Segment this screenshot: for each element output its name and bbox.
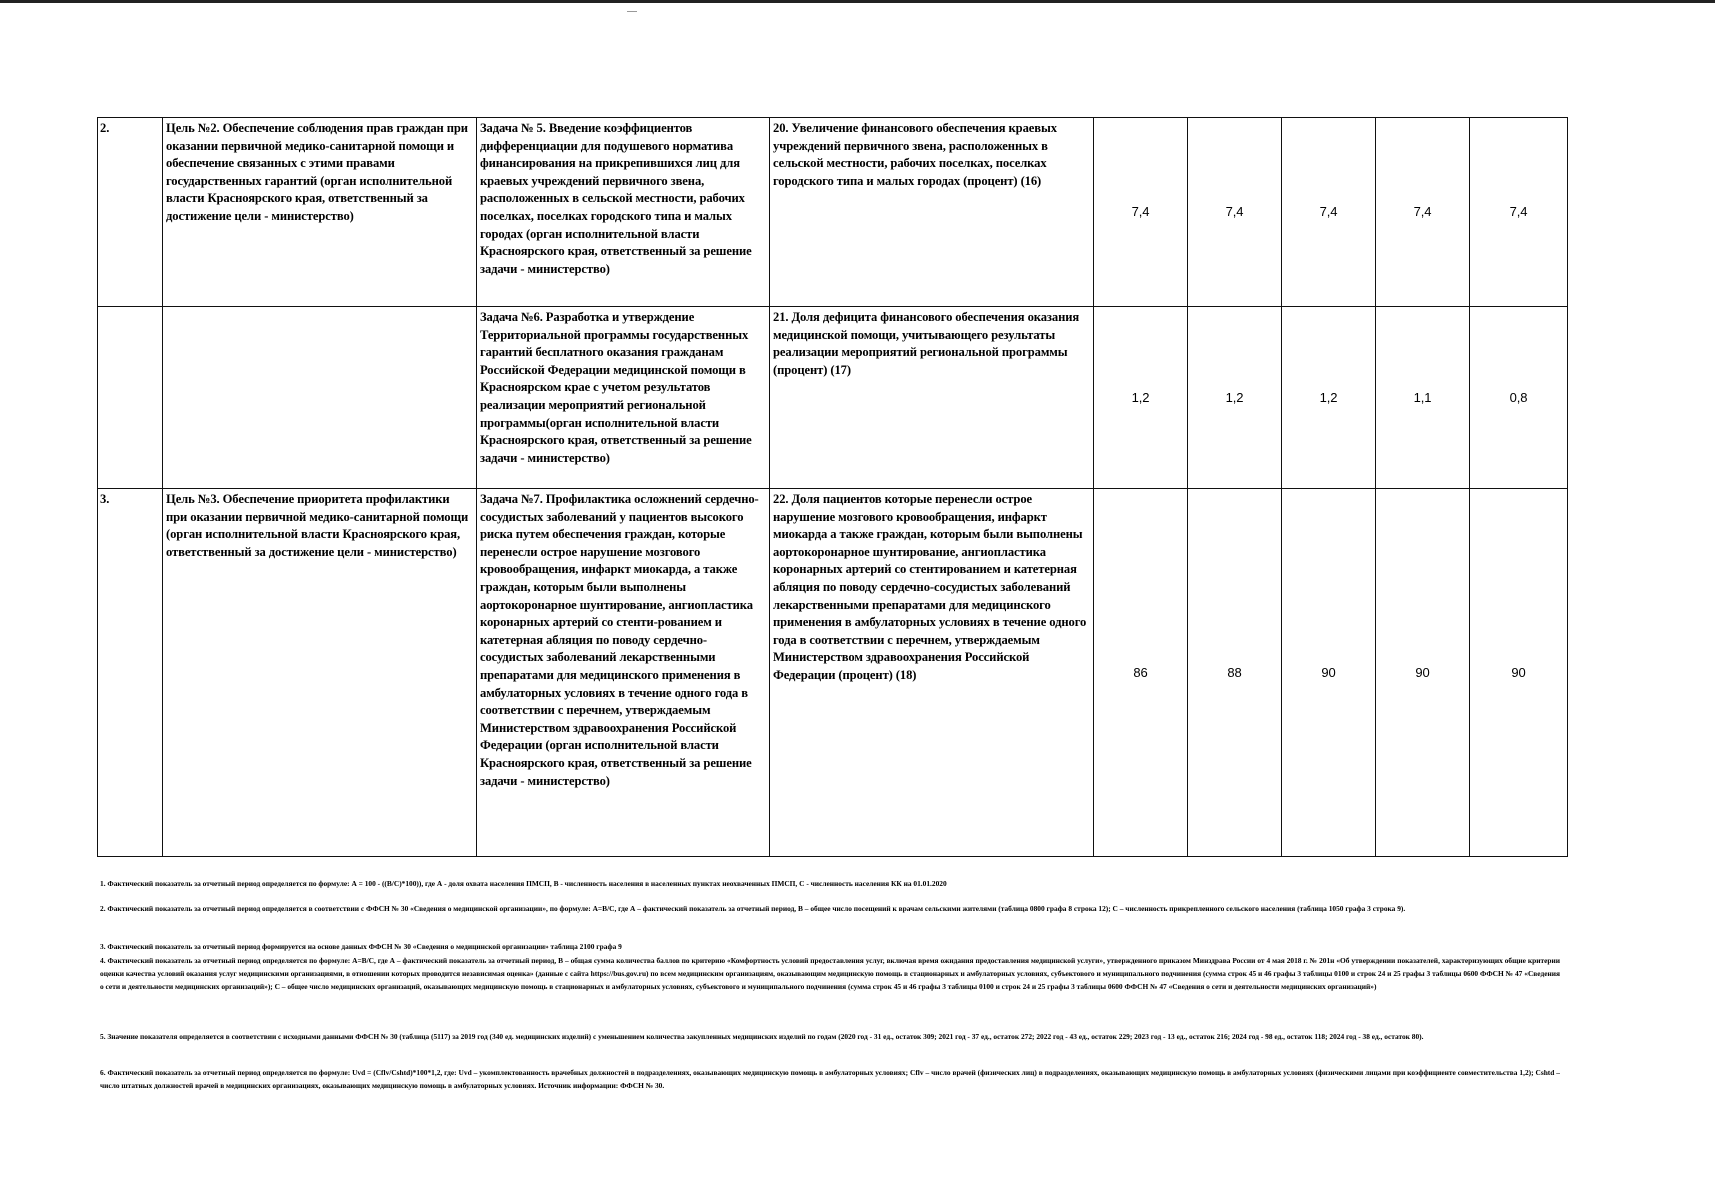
value-cell: 0,8 xyxy=(1470,307,1568,489)
value-cell: 88 xyxy=(1188,489,1282,857)
indicator-cell: 20. Увеличение финансового обеспечения краевых учреждений первичного звена, расположенных в сельской местности, рабочих поселках, поселках городского типа и малых городах (процент) (16) xyxy=(770,118,1094,307)
footnote: 5. Значение показателя определяется в соответствии с исходными данными ФФСН № 30 (таблица (5117) за 2019 год (340 ед. медицинских изделий) с уменьшением количества закупленных медицинских изделий по годам (2020 год - 31 ед., остаток 309; 2021 год - 37 ед., остаток 272; 2022 год - 43 ед., остаток 229; 2023 год - 13 ед., остаток 216; 2024 год - 98 ед., остаток 118; 2024 год - 38 ед., остаток 80). xyxy=(100,1032,1424,1041)
task-cell: Задача № 5. Введение коэффициентов дифференциации для подушевого норматива финансирования на прикрепившихся лиц для краевых учреждений первичного звена, расположенных в сельской местности, рабочих поселках, поселках городского типа и малых городах (орган исполнительной власти Красноярского края, ответственный за решение задачи - министерство) xyxy=(477,118,770,307)
footnote: 3. Фактический показатель за отчетный период формируется на основе данных ФФСН № 30 «Сведения о медицинской организации» таблица 2100 графа 9 xyxy=(100,942,622,951)
value-cell: 7,4 xyxy=(1376,118,1470,307)
goal-cell xyxy=(163,307,477,489)
goal-cell: Цель №3. Обеспечение приоритета профилактики при оказании первичной медико-санитарной помощи (орган исполнительной власти Красноярского края, ответственный за достижение цели - министерство) xyxy=(163,489,477,857)
value-cell: 86 xyxy=(1094,489,1188,857)
value-cell: 7,4 xyxy=(1470,118,1568,307)
row-number xyxy=(98,307,163,489)
indicator-cell: 21. Доля дефицита финансового обеспечения оказания медицинской помощи, учитывающего результаты реализации мероприятий региональной программы (процент) (17) xyxy=(770,307,1094,489)
value-cell: 7,4 xyxy=(1282,118,1376,307)
value-cell: 90 xyxy=(1376,489,1470,857)
footnote: 2. Фактический показатель за отчетный период определяется в соответствии с ФФСН № 30 «Сведения о медицинской организации», по формуле: А=В/С, где А – фактический показатель за отчетный период, В – общее число посещений к врачам сельскими жителями (таблица 0800 графа 8 строка 12); С – численность прикрепленного сельского населения (таблица 1050 графа 3 строка 9). xyxy=(100,904,1406,913)
value-cell: 1,2 xyxy=(1094,307,1188,489)
value-cell: 90 xyxy=(1282,489,1376,857)
value-cell: 90 xyxy=(1470,489,1568,857)
goal-cell: Цель №2. Обеспечение соблюдения прав граждан при оказании первичной медико-санитарной помощи и обеспечение связанных с этими правами государственных гарантий (орган исполнительной власти Красноярского края, ответственный за достижение цели - министерство) xyxy=(163,118,477,307)
table-row xyxy=(98,307,1568,489)
task-cell: Задача №7. Профилактика осложнений сердечно-сосудистых заболеваний у пациентов высокого риска путем обеспечения граждан, которые перенесли острое нарушение мозгового кровообращения, инфаркт миокарда, а также граждан, которым были выполнены аортокоронарное шунтирование, ангиопластика коронарных артерий со стенти-рованием и катетерная абляция по поводу сердечно-сосудистых заболеваний лекарственными препаратами для медицинского применения в амбулаторных условиях в течение одного года в соответствии с перечнем, утверждаемым Министерством здравоохранения Российской Федерации (орган исполнительной власти Красноярского края, ответственный за решение задачи - министерство) xyxy=(477,489,770,857)
goals-table xyxy=(97,117,1568,857)
footnote: 4. Фактический показатель за отчетный период определяется по формуле: А=В/С, где А – фактический показатель за отчетный период, В – общая сумма количества баллов по критерию «Комфортность условий предоставления услуг, включая время ожидания предоставления медицинской услуги», утвержденного приказом Минздрава России от 4 мая 2018 г. № 201н «Об утверждении показателей, характеризующих общие критерии оценки качества условий оказания услуг медицинскими организациями, в отношении которых проводится независимая оценка» (данные с сайта https://bus.gov.ru) по всем медицинским организациям, оказывающим медицинскую помощь в стационарных и амбулаторных условиях, субъектового и муниципального подчинения (сумма строк 45 и 46 графы 3 таблицы 0100 и строк 24 и 25 графы 3 таблицы 0600 ФФСН № 47 «Сведения о сети и деятельности медицинских организаций»); С – общее число медицинских организаций, оказывающих медицинскую помощь в стационарных и амбулаторных условиях, субъектового и муниципального подчинения (сумма строк 45 и 46 графы 3 таблицы 0100 и строк 24 и 25 графы 3 таблицы 0600 ФФСН № 47 «Сведения о сети и деятельности медицинских организаций») xyxy=(100,956,1560,991)
table-row xyxy=(98,118,1568,307)
value-cell: 7,4 xyxy=(1188,118,1282,307)
indicator-cell: 22. Доля пациентов которые перенесли острое нарушение мозгового кровообращения, инфаркт миокарда а также граждан, которым были выполнены аортокоронарное шунтирование, ангиопластика коронарных артерий со стентированием и катетерная абляция по поводу сердечно-сосудистых заболеваний лекарственными препаратами для медицинского применения в амбулаторных условиях в течение одного года в соответствии с перечнем, утверждаемым Министерством здравоохранения Российской Федерации (процент) (18) xyxy=(770,489,1094,857)
row-number: 3. xyxy=(98,489,163,857)
scan-mark xyxy=(627,11,637,12)
value-cell: 1,2 xyxy=(1188,307,1282,489)
row-number: 2. xyxy=(98,118,163,307)
footnote: 6. Фактический показатель за отчетный период определяется по формуле: Uvd = (Cflv/Cshtd)*100*1,2, где: Uvd – укомплектованность врачебных должностей в подразделениях, оказывающих медицинскую помощь в амбулаторных условиях; Cflv – число врачей (физических лиц) в подразделениях, оказывающих медицинскую помощь в амбулаторных условиях (физическими лицами при коэффициенте совместительства 1,2); Cshtd – число штатных должностей врачей в медицинских организациях, оказывающих медицинскую помощь в амбулаторных условиях. Источник информации: ФФСН № 30. xyxy=(100,1068,1560,1090)
footnote: 1. Фактический показатель за отчетный период определяется по формуле: А = 100 - ((В/С)*100)), где А - доля охвата населения ПМСП, В - численность населения в населенных пунктах неохваченных ПМСП, С - численность населения КК на 01.01.2020 xyxy=(100,879,947,888)
value-cell: 7,4 xyxy=(1094,118,1188,307)
table-row xyxy=(98,489,1568,857)
task-cell: Задача №6. Разработка и утверждение Территориальной программы государственных гарантий бесплатного оказания гражданам Российской Федерации медицинской помощи в Красноярском крае с учетом результатов реализации мероприятий региональной программы(орган исполнительной власти Красноярского края, ответственный за решение задачи - министерство) xyxy=(477,307,770,489)
value-cell: 1,2 xyxy=(1282,307,1376,489)
top-border-line xyxy=(0,0,1715,3)
value-cell: 1,1 xyxy=(1376,307,1470,489)
